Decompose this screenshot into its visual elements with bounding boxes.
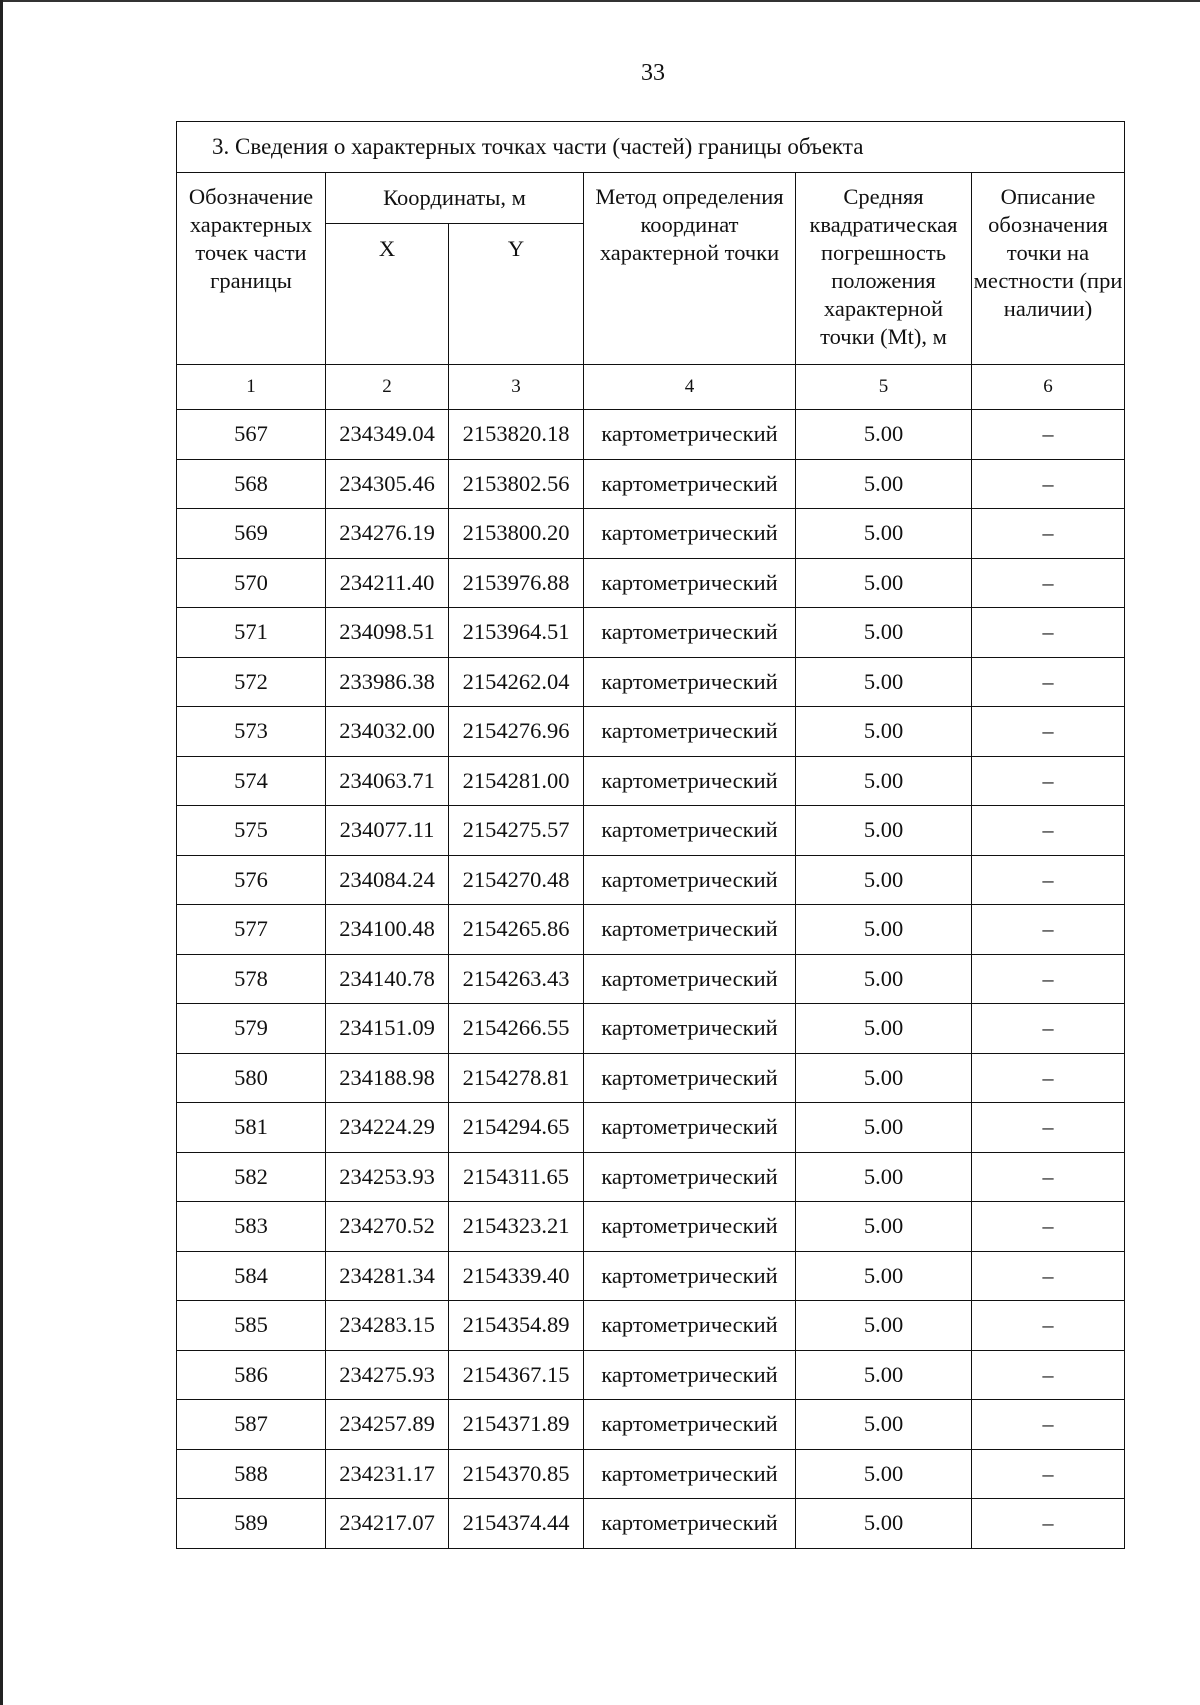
mean-error-cell: 5.00 (796, 1053, 972, 1103)
description-cell: – (972, 459, 1125, 509)
description-cell: – (972, 657, 1125, 707)
y-coordinate-cell: 2153820.18 (449, 410, 584, 460)
table-row (177, 707, 1125, 757)
table-row (177, 608, 1125, 658)
x-coordinate-cell: 234257.89 (326, 1400, 449, 1450)
x-coordinate-cell: 234276.19 (326, 509, 449, 559)
description-cell: – (972, 756, 1125, 806)
description-cell: – (972, 558, 1125, 608)
y-coordinate-cell: 2154374.44 (449, 1499, 584, 1549)
header-mean-error: Средняя квадратическая погрешность положения характерной точки (Mt), м (796, 173, 972, 365)
point-id-cell: 569 (177, 509, 326, 559)
table-row (177, 855, 1125, 905)
x-coordinate-cell: 234151.09 (326, 1004, 449, 1054)
description-cell: – (972, 509, 1125, 559)
point-id-cell: 589 (177, 1499, 326, 1549)
table-row (177, 1103, 1125, 1153)
table-row (177, 558, 1125, 608)
y-coordinate-cell: 2154339.40 (449, 1251, 584, 1301)
mean-error-cell: 5.00 (796, 459, 972, 509)
table-row (177, 657, 1125, 707)
column-number: 5 (796, 365, 972, 410)
method-cell: картометрический (584, 410, 796, 460)
table-row (177, 1449, 1125, 1499)
mean-error-cell: 5.00 (796, 657, 972, 707)
description-cell: – (972, 707, 1125, 757)
method-cell: картометрический (584, 1053, 796, 1103)
x-coordinate-cell: 234281.34 (326, 1251, 449, 1301)
point-id-cell: 570 (177, 558, 326, 608)
y-coordinate-cell: 2154323.21 (449, 1202, 584, 1252)
point-id-cell: 567 (177, 410, 326, 460)
description-cell: – (972, 806, 1125, 856)
y-coordinate-cell: 2154270.48 (449, 855, 584, 905)
header-point-designation: Обозначение характерных точек части границы (177, 173, 326, 365)
mean-error-cell: 5.00 (796, 558, 972, 608)
mean-error-cell: 5.00 (796, 855, 972, 905)
x-coordinate-cell: 234224.29 (326, 1103, 449, 1153)
boundary-points-table (176, 121, 1125, 1549)
description-cell: – (972, 954, 1125, 1004)
method-cell: картометрический (584, 459, 796, 509)
x-coordinate-cell: 234063.71 (326, 756, 449, 806)
x-coordinate-cell: 234270.52 (326, 1202, 449, 1252)
column-number: 4 (584, 365, 796, 410)
description-cell: – (972, 608, 1125, 658)
mean-error-cell: 5.00 (796, 756, 972, 806)
scan-top-edge (0, 0, 1200, 2)
x-coordinate-cell: 233986.38 (326, 657, 449, 707)
x-coordinate-cell: 234217.07 (326, 1499, 449, 1549)
method-cell: картометрический (584, 806, 796, 856)
table-row (177, 1350, 1125, 1400)
mean-error-cell: 5.00 (796, 410, 972, 460)
point-id-cell: 574 (177, 756, 326, 806)
description-cell: – (972, 410, 1125, 460)
mean-error-cell: 5.00 (796, 1449, 972, 1499)
mean-error-cell: 5.00 (796, 905, 972, 955)
description-cell: – (972, 1053, 1125, 1103)
method-cell: картометрический (584, 1449, 796, 1499)
x-coordinate-cell: 234140.78 (326, 954, 449, 1004)
description-cell: – (972, 1004, 1125, 1054)
point-id-cell: 586 (177, 1350, 326, 1400)
y-coordinate-cell: 2154371.89 (449, 1400, 584, 1450)
y-coordinate-cell: 2154370.85 (449, 1449, 584, 1499)
table-row (177, 410, 1125, 460)
table-row (177, 1004, 1125, 1054)
mean-error-cell: 5.00 (796, 1152, 972, 1202)
table-row (177, 756, 1125, 806)
method-cell: картометрический (584, 558, 796, 608)
point-id-cell: 578 (177, 954, 326, 1004)
description-cell: – (972, 905, 1125, 955)
method-cell: картометрический (584, 657, 796, 707)
column-number-row (177, 365, 1125, 410)
mean-error-cell: 5.00 (796, 1004, 972, 1054)
description-cell: – (972, 1103, 1125, 1153)
mean-error-cell: 5.00 (796, 806, 972, 856)
method-cell: картометрический (584, 905, 796, 955)
mean-error-cell: 5.00 (796, 1400, 972, 1450)
point-id-cell: 584 (177, 1251, 326, 1301)
point-id-cell: 571 (177, 608, 326, 658)
y-coordinate-cell: 2154278.81 (449, 1053, 584, 1103)
y-coordinate-cell: 2154367.15 (449, 1350, 584, 1400)
y-coordinate-cell: 2154265.86 (449, 905, 584, 955)
description-cell: – (972, 1400, 1125, 1450)
method-cell: картометрический (584, 608, 796, 658)
point-id-cell: 579 (177, 1004, 326, 1054)
method-cell: картометрический (584, 954, 796, 1004)
x-coordinate-cell: 234231.17 (326, 1449, 449, 1499)
page-number: 33 (641, 60, 665, 86)
y-coordinate-cell: 2154276.96 (449, 707, 584, 757)
point-id-cell: 568 (177, 459, 326, 509)
x-coordinate-cell: 234098.51 (326, 608, 449, 658)
x-coordinate-cell: 234253.93 (326, 1152, 449, 1202)
y-coordinate-cell: 2153976.88 (449, 558, 584, 608)
mean-error-cell: 5.00 (796, 1499, 972, 1549)
point-id-cell: 572 (177, 657, 326, 707)
table-row (177, 1202, 1125, 1252)
method-cell: картометрический (584, 1400, 796, 1450)
description-cell: – (972, 855, 1125, 905)
x-coordinate-cell: 234275.93 (326, 1350, 449, 1400)
x-coordinate-cell: 234305.46 (326, 459, 449, 509)
y-coordinate-cell: 2154275.57 (449, 806, 584, 856)
mean-error-cell: 5.00 (796, 608, 972, 658)
x-coordinate-cell: 234077.11 (326, 806, 449, 856)
point-id-cell: 581 (177, 1103, 326, 1153)
x-coordinate-cell: 234084.24 (326, 855, 449, 905)
description-cell: – (972, 1301, 1125, 1351)
mean-error-cell: 5.00 (796, 509, 972, 559)
header-x: X (326, 224, 449, 365)
point-id-cell: 582 (177, 1152, 326, 1202)
method-cell: картометрический (584, 855, 796, 905)
method-cell: картометрический (584, 707, 796, 757)
point-id-cell: 587 (177, 1400, 326, 1450)
table-row (177, 905, 1125, 955)
y-coordinate-cell: 2153800.20 (449, 509, 584, 559)
table-row (177, 459, 1125, 509)
column-number: 2 (326, 365, 449, 410)
x-coordinate-cell: 234032.00 (326, 707, 449, 757)
y-coordinate-cell: 2153964.51 (449, 608, 584, 658)
description-cell: – (972, 1251, 1125, 1301)
mean-error-cell: 5.00 (796, 1103, 972, 1153)
mean-error-cell: 5.00 (796, 1251, 972, 1301)
point-id-cell: 583 (177, 1202, 326, 1252)
point-id-cell: 588 (177, 1449, 326, 1499)
x-coordinate-cell: 234188.98 (326, 1053, 449, 1103)
method-cell: картометрический (584, 1202, 796, 1252)
point-id-cell: 577 (177, 905, 326, 955)
method-cell: картометрический (584, 1103, 796, 1153)
table-row (177, 509, 1125, 559)
header-description: Описание обозначения точки на местности (при наличии) (972, 173, 1125, 365)
method-cell: картометрический (584, 1301, 796, 1351)
y-coordinate-cell: 2154262.04 (449, 657, 584, 707)
x-coordinate-cell: 234283.15 (326, 1301, 449, 1351)
table-row (177, 806, 1125, 856)
point-id-cell: 573 (177, 707, 326, 757)
table-row (177, 1499, 1125, 1549)
y-coordinate-cell: 2154266.55 (449, 1004, 584, 1054)
method-cell: картометрический (584, 756, 796, 806)
header-method: Метод определения координат характерной точки (584, 173, 796, 365)
y-coordinate-cell: 2154281.00 (449, 756, 584, 806)
column-number: 6 (972, 365, 1125, 410)
y-coordinate-cell: 2153802.56 (449, 459, 584, 509)
method-cell: картометрический (584, 509, 796, 559)
method-cell: картометрический (584, 1004, 796, 1054)
description-cell: – (972, 1499, 1125, 1549)
y-coordinate-cell: 2154263.43 (449, 954, 584, 1004)
point-id-cell: 575 (177, 806, 326, 856)
table-row (177, 1053, 1125, 1103)
description-cell: – (972, 1202, 1125, 1252)
x-coordinate-cell: 234211.40 (326, 558, 449, 608)
method-cell: картометрический (584, 1499, 796, 1549)
table-body (177, 410, 1125, 1549)
method-cell: картометрический (584, 1152, 796, 1202)
column-number: 1 (177, 365, 326, 410)
y-coordinate-cell: 2154294.65 (449, 1103, 584, 1153)
section-title: 3. Сведения о характерных точках части (частей) границы объекта (177, 122, 1125, 173)
mean-error-cell: 5.00 (796, 707, 972, 757)
table-row (177, 1301, 1125, 1351)
table-row (177, 1251, 1125, 1301)
x-coordinate-cell: 234100.48 (326, 905, 449, 955)
mean-error-cell: 5.00 (796, 1202, 972, 1252)
mean-error-cell: 5.00 (796, 1350, 972, 1400)
y-coordinate-cell: 2154354.89 (449, 1301, 584, 1351)
point-id-cell: 585 (177, 1301, 326, 1351)
method-cell: картометрический (584, 1251, 796, 1301)
table-row (177, 954, 1125, 1004)
description-cell: – (972, 1350, 1125, 1400)
table-row (177, 1400, 1125, 1450)
column-number: 3 (449, 365, 584, 410)
mean-error-cell: 5.00 (796, 954, 972, 1004)
description-cell: – (972, 1152, 1125, 1202)
x-coordinate-cell: 234349.04 (326, 410, 449, 460)
point-id-cell: 576 (177, 855, 326, 905)
scan-left-edge (0, 0, 3, 1705)
header-coordinates: Координаты, м (326, 173, 584, 224)
description-cell: – (972, 1449, 1125, 1499)
header-y: Y (449, 224, 584, 365)
table-row (177, 1152, 1125, 1202)
method-cell: картометрический (584, 1350, 796, 1400)
point-id-cell: 580 (177, 1053, 326, 1103)
mean-error-cell: 5.00 (796, 1301, 972, 1351)
y-coordinate-cell: 2154311.65 (449, 1152, 584, 1202)
